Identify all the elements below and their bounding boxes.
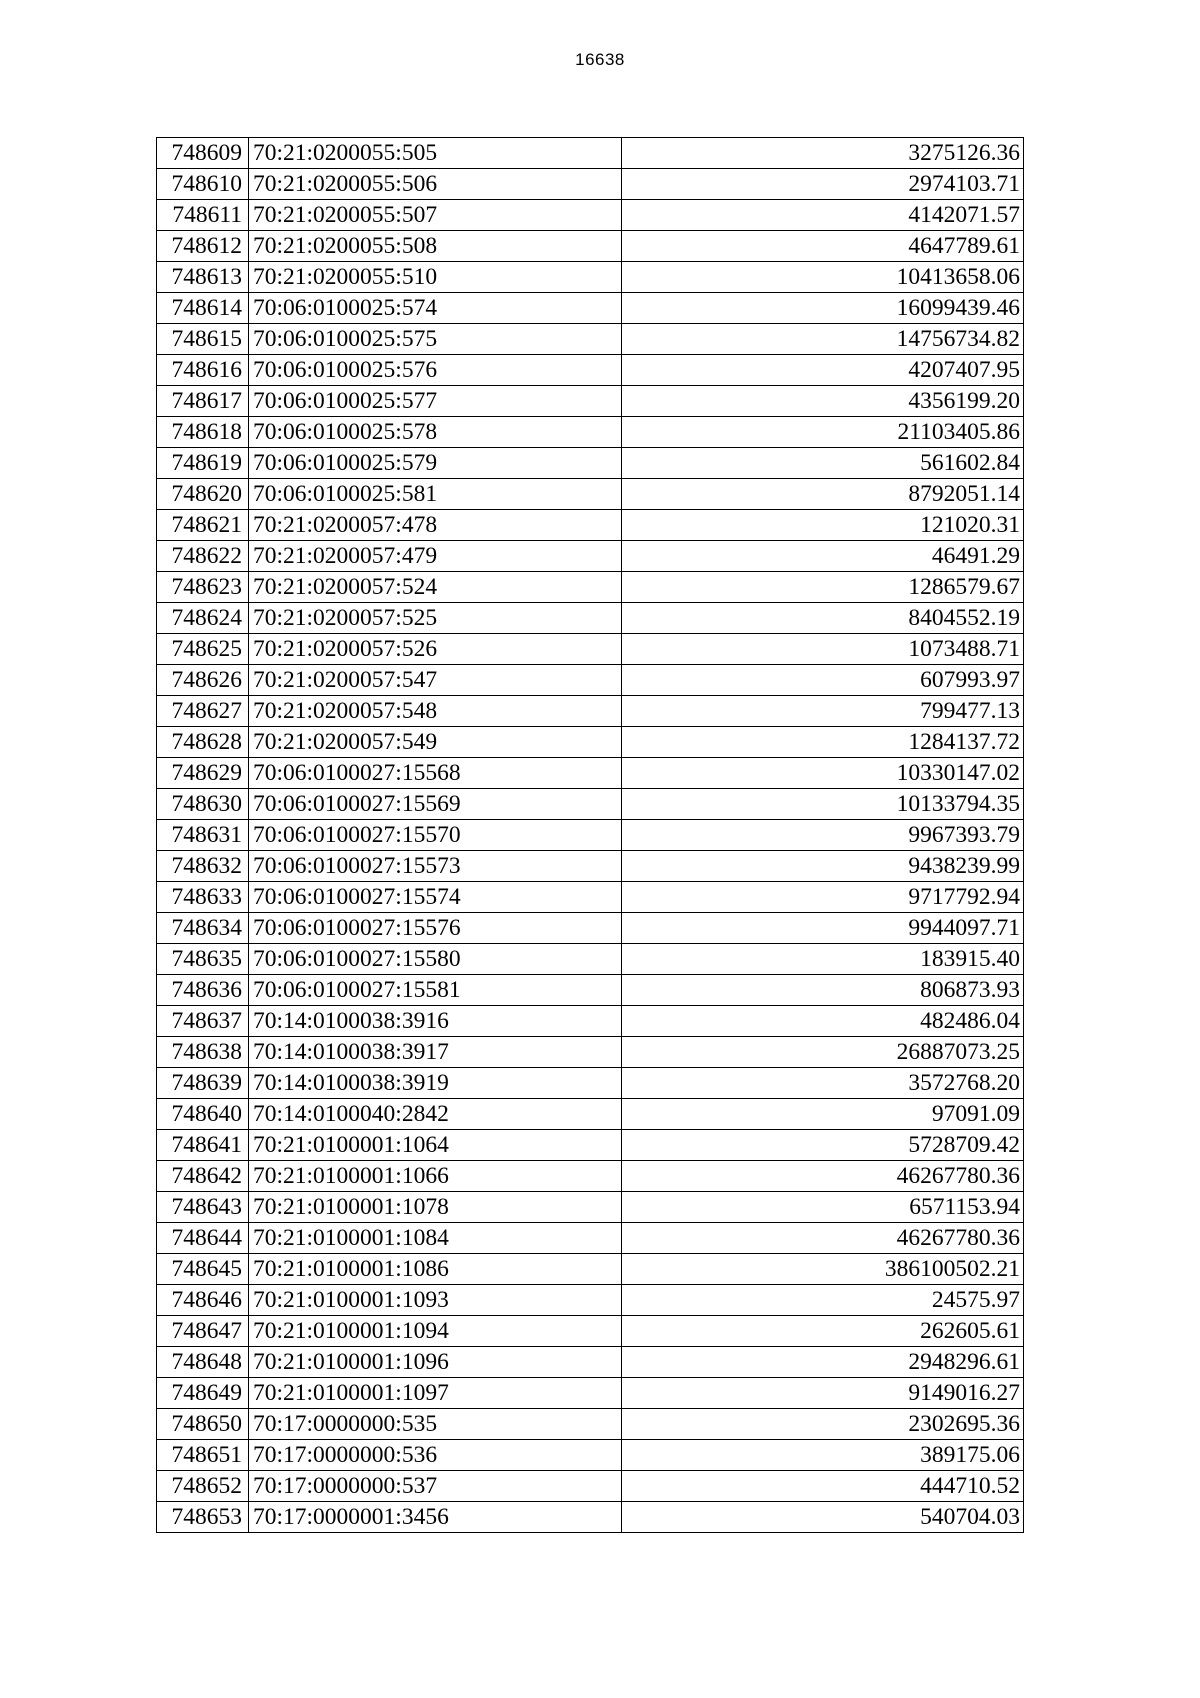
cadastral-number-cell: 70:06:0100027:15569 (249, 789, 622, 820)
row-number-cell: 748611 (157, 200, 249, 231)
row-number-cell: 748612 (157, 231, 249, 262)
table-row (157, 727, 1024, 758)
table-row (157, 820, 1024, 851)
row-number-cell: 748637 (157, 1006, 249, 1037)
row-number-cell: 748624 (157, 603, 249, 634)
table-row (157, 262, 1024, 293)
table-row (157, 1223, 1024, 1254)
cadastral-number-cell: 70:21:0200057:525 (249, 603, 622, 634)
cadastral-value-cell: 3275126.36 (622, 138, 1024, 169)
cadastral-number-cell: 70:06:0100025:576 (249, 355, 622, 386)
table-row (157, 1161, 1024, 1192)
cadastral-number-cell: 70:21:0100001:1097 (249, 1378, 622, 1409)
table-row (157, 572, 1024, 603)
cadastral-number-cell: 70:14:0100038:3919 (249, 1068, 622, 1099)
table-row (157, 200, 1024, 231)
row-number-cell: 748615 (157, 324, 249, 355)
table-row (157, 975, 1024, 1006)
cadastral-number-cell: 70:06:0100027:15574 (249, 882, 622, 913)
table-row (157, 1254, 1024, 1285)
table-row (157, 1471, 1024, 1502)
cadastral-value-cell: 9149016.27 (622, 1378, 1024, 1409)
cadastral-value-cell: 482486.04 (622, 1006, 1024, 1037)
table-row (157, 913, 1024, 944)
cadastral-value-cell: 799477.13 (622, 696, 1024, 727)
row-number-cell: 748622 (157, 541, 249, 572)
row-number-cell: 748649 (157, 1378, 249, 1409)
cadastral-value-cell: 386100502.21 (622, 1254, 1024, 1285)
row-number-cell: 748620 (157, 479, 249, 510)
table-row (157, 1316, 1024, 1347)
cadastral-value-cell: 21103405.86 (622, 417, 1024, 448)
table-row (157, 944, 1024, 975)
table-row (157, 1440, 1024, 1471)
cadastral-number-cell: 70:21:0100001:1093 (249, 1285, 622, 1316)
table-row (157, 138, 1024, 169)
cadastral-number-cell: 70:06:0100027:15573 (249, 851, 622, 882)
table-row (157, 851, 1024, 882)
row-number-cell: 748632 (157, 851, 249, 882)
cadastral-value-cell: 262605.61 (622, 1316, 1024, 1347)
row-number-cell: 748652 (157, 1471, 249, 1502)
cadastral-value-cell: 2974103.71 (622, 169, 1024, 200)
cadastral-value-cell: 46267780.36 (622, 1161, 1024, 1192)
cadastral-number-cell: 70:06:0100027:15580 (249, 944, 622, 975)
cadastral-value-cell: 10133794.35 (622, 789, 1024, 820)
cadastral-number-cell: 70:21:0100001:1096 (249, 1347, 622, 1378)
table-row (157, 634, 1024, 665)
row-number-cell: 748617 (157, 386, 249, 417)
cadastral-number-cell: 70:06:0100027:15570 (249, 820, 622, 851)
table-row (157, 1378, 1024, 1409)
row-number-cell: 748638 (157, 1037, 249, 1068)
row-number-cell: 748631 (157, 820, 249, 851)
table-row (157, 882, 1024, 913)
cadastral-number-cell: 70:06:0100025:579 (249, 448, 622, 479)
table-row (157, 603, 1024, 634)
cadastral-value-cell: 8404552.19 (622, 603, 1024, 634)
page-number: 16638 (575, 50, 625, 69)
cadastral-value-table-container (156, 137, 1024, 1533)
row-number-cell: 748627 (157, 696, 249, 727)
cadastral-number-cell: 70:21:0100001:1094 (249, 1316, 622, 1347)
row-number-cell: 748614 (157, 293, 249, 324)
cadastral-number-cell: 70:21:0200057:478 (249, 510, 622, 541)
row-number-cell: 748646 (157, 1285, 249, 1316)
table-body (157, 138, 1024, 1533)
table-row (157, 1192, 1024, 1223)
cadastral-value-cell: 14756734.82 (622, 324, 1024, 355)
row-number-cell: 748645 (157, 1254, 249, 1285)
table-row (157, 696, 1024, 727)
row-number-cell: 748609 (157, 138, 249, 169)
table-row (157, 479, 1024, 510)
table-row (157, 293, 1024, 324)
table-row (157, 1347, 1024, 1378)
cadastral-value-cell: 1284137.72 (622, 727, 1024, 758)
cadastral-number-cell: 70:21:0200055:506 (249, 169, 622, 200)
cadastral-value-cell: 183915.40 (622, 944, 1024, 975)
row-number-cell: 748650 (157, 1409, 249, 1440)
cadastral-number-cell: 70:06:0100025:578 (249, 417, 622, 448)
row-number-cell: 748618 (157, 417, 249, 448)
cadastral-number-cell: 70:21:0200057:524 (249, 572, 622, 603)
cadastral-number-cell: 70:17:0000000:537 (249, 1471, 622, 1502)
cadastral-value-cell: 4647789.61 (622, 231, 1024, 262)
cadastral-value-cell: 5728709.42 (622, 1130, 1024, 1161)
cadastral-value-cell: 540704.03 (622, 1502, 1024, 1533)
cadastral-value-cell: 46491.29 (622, 541, 1024, 572)
cadastral-value-cell: 97091.09 (622, 1099, 1024, 1130)
cadastral-value-cell: 6571153.94 (622, 1192, 1024, 1223)
row-number-cell: 748639 (157, 1068, 249, 1099)
cadastral-number-cell: 70:06:0100025:581 (249, 479, 622, 510)
table-row (157, 1285, 1024, 1316)
table-row (157, 510, 1024, 541)
table-row (157, 448, 1024, 479)
cadastral-value-cell: 10330147.02 (622, 758, 1024, 789)
table-row (157, 665, 1024, 696)
cadastral-value-cell: 2302695.36 (622, 1409, 1024, 1440)
cadastral-number-cell: 70:17:0000000:535 (249, 1409, 622, 1440)
cadastral-number-cell: 70:21:0200055:508 (249, 231, 622, 262)
row-number-cell: 748651 (157, 1440, 249, 1471)
cadastral-value-cell: 26887073.25 (622, 1037, 1024, 1068)
cadastral-number-cell: 70:06:0100025:575 (249, 324, 622, 355)
row-number-cell: 748642 (157, 1161, 249, 1192)
cadastral-value-cell: 9438239.99 (622, 851, 1024, 882)
cadastral-value-cell: 46267780.36 (622, 1223, 1024, 1254)
table-row (157, 789, 1024, 820)
cadastral-value-cell: 4356199.20 (622, 386, 1024, 417)
table-row (157, 1130, 1024, 1161)
table-row (157, 1006, 1024, 1037)
cadastral-number-cell: 70:21:0200057:548 (249, 696, 622, 727)
row-number-cell: 748647 (157, 1316, 249, 1347)
cadastral-number-cell: 70:21:0200057:479 (249, 541, 622, 572)
cadastral-number-cell: 70:21:0200055:505 (249, 138, 622, 169)
table-row (157, 1037, 1024, 1068)
cadastral-value-cell: 10413658.06 (622, 262, 1024, 293)
row-number-cell: 748636 (157, 975, 249, 1006)
cadastral-value-cell: 16099439.46 (622, 293, 1024, 324)
row-number-cell: 748629 (157, 758, 249, 789)
table-row (157, 417, 1024, 448)
row-number-cell: 748640 (157, 1099, 249, 1130)
row-number-cell: 748633 (157, 882, 249, 913)
cadastral-number-cell: 70:21:0200055:510 (249, 262, 622, 293)
row-number-cell: 748613 (157, 262, 249, 293)
cadastral-number-cell: 70:06:0100025:574 (249, 293, 622, 324)
cadastral-value-cell: 1286579.67 (622, 572, 1024, 603)
row-number-cell: 748648 (157, 1347, 249, 1378)
cadastral-value-cell: 1073488.71 (622, 634, 1024, 665)
cadastral-value-cell: 24575.97 (622, 1285, 1024, 1316)
cadastral-number-cell: 70:14:0100038:3916 (249, 1006, 622, 1037)
cadastral-number-cell: 70:06:0100025:577 (249, 386, 622, 417)
table-row (157, 1409, 1024, 1440)
row-number-cell: 748634 (157, 913, 249, 944)
row-number-cell: 748621 (157, 510, 249, 541)
cadastral-number-cell: 70:21:0100001:1084 (249, 1223, 622, 1254)
table-row (157, 1099, 1024, 1130)
cadastral-number-cell: 70:21:0100001:1064 (249, 1130, 622, 1161)
cadastral-number-cell: 70:21:0200055:507 (249, 200, 622, 231)
cadastral-number-cell: 70:06:0100027:15576 (249, 913, 622, 944)
cadastral-value-cell: 121020.31 (622, 510, 1024, 541)
cadastral-number-cell: 70:06:0100027:15568 (249, 758, 622, 789)
row-number-cell: 748619 (157, 448, 249, 479)
cadastral-value-cell: 8792051.14 (622, 479, 1024, 510)
cadastral-number-cell: 70:14:0100038:3917 (249, 1037, 622, 1068)
cadastral-number-cell: 70:17:0000000:536 (249, 1440, 622, 1471)
row-number-cell: 748626 (157, 665, 249, 696)
cadastral-number-cell: 70:14:0100040:2842 (249, 1099, 622, 1130)
table-row (157, 758, 1024, 789)
cadastral-number-cell: 70:21:0100001:1078 (249, 1192, 622, 1223)
cadastral-value-cell: 4207407.95 (622, 355, 1024, 386)
cadastral-number-cell: 70:06:0100027:15581 (249, 975, 622, 1006)
row-number-cell: 748628 (157, 727, 249, 758)
cadastral-number-cell: 70:21:0200057:526 (249, 634, 622, 665)
row-number-cell: 748623 (157, 572, 249, 603)
cadastral-value-cell: 9967393.79 (622, 820, 1024, 851)
cadastral-value-table (156, 137, 1024, 1533)
cadastral-number-cell: 70:21:0200057:547 (249, 665, 622, 696)
cadastral-value-cell: 561602.84 (622, 448, 1024, 479)
row-number-cell: 748641 (157, 1130, 249, 1161)
table-row (157, 231, 1024, 262)
table-row (157, 169, 1024, 200)
cadastral-value-cell: 4142071.57 (622, 200, 1024, 231)
table-row (157, 386, 1024, 417)
cadastral-value-cell: 806873.93 (622, 975, 1024, 1006)
table-row (157, 541, 1024, 572)
cadastral-value-cell: 9944097.71 (622, 913, 1024, 944)
cadastral-value-cell: 607993.97 (622, 665, 1024, 696)
row-number-cell: 748616 (157, 355, 249, 386)
cadastral-value-cell: 9717792.94 (622, 882, 1024, 913)
row-number-cell: 748643 (157, 1192, 249, 1223)
cadastral-number-cell: 70:17:0000001:3456 (249, 1502, 622, 1533)
cadastral-value-cell: 3572768.20 (622, 1068, 1024, 1099)
row-number-cell: 748644 (157, 1223, 249, 1254)
table-row (157, 1068, 1024, 1099)
cadastral-value-cell: 444710.52 (622, 1471, 1024, 1502)
cadastral-number-cell: 70:21:0100001:1086 (249, 1254, 622, 1285)
row-number-cell: 748635 (157, 944, 249, 975)
row-number-cell: 748630 (157, 789, 249, 820)
cadastral-number-cell: 70:21:0200057:549 (249, 727, 622, 758)
cadastral-number-cell: 70:21:0100001:1066 (249, 1161, 622, 1192)
row-number-cell: 748653 (157, 1502, 249, 1533)
cadastral-value-cell: 389175.06 (622, 1440, 1024, 1471)
table-row (157, 1502, 1024, 1533)
table-row (157, 324, 1024, 355)
row-number-cell: 748610 (157, 169, 249, 200)
row-number-cell: 748625 (157, 634, 249, 665)
cadastral-value-cell: 2948296.61 (622, 1347, 1024, 1378)
table-row (157, 355, 1024, 386)
